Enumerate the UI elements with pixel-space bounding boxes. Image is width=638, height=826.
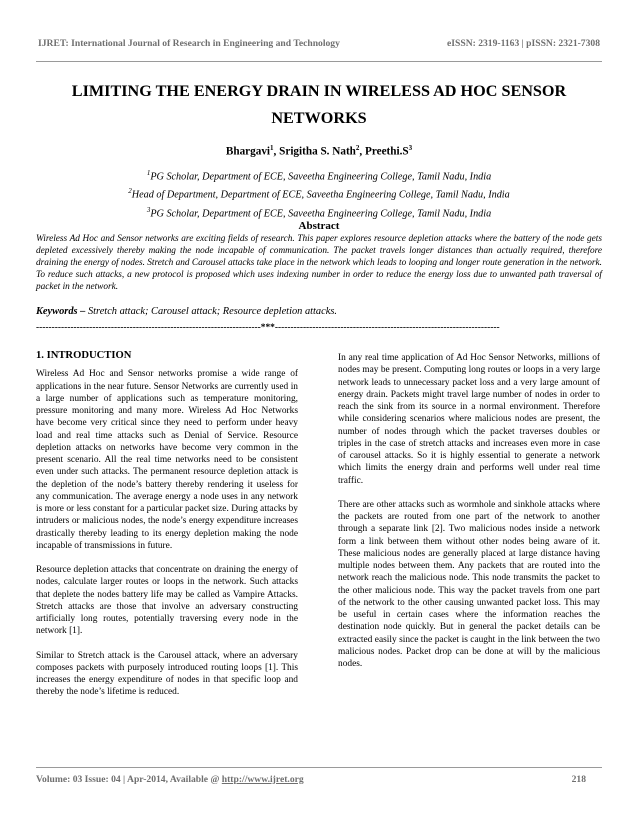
author-sep: ,: [359, 145, 365, 158]
author-name: Srigitha S. Nath: [279, 145, 356, 158]
abstract-text: Wireless Ad Hoc and Sensor networks are exciting fields of research. This paper explores resource depletion attacks where the battery of the node gets depleted excessively thereby making the node incapable of communication. The packet travels longer distances than actually required, therefore draining the energy of nodes. Stretch and Carousel attacks take place in the network which leads to looping and longer route generation in the network. To reduce such attacks, a new protocol is proposed which uses indexing number in order to reduce the energy loss due to unwanted path traversal of packet in the network.: [36, 234, 602, 292]
section-heading: 1. INTRODUCTION: [36, 350, 132, 361]
left-column: [36, 350, 298, 711]
affiliation-sup: 1: [146, 169, 151, 177]
keywords-label: Keywords –: [36, 306, 86, 317]
abstract-heading: Abstract: [298, 220, 340, 232]
author-sup: 1: [270, 144, 274, 152]
affiliation-text: PG Scholar, Department of ECE, Saveetha Engineering College, Tamil Nadu, India: [150, 171, 492, 183]
footer-issue-text: Volume: 03 Issue: 04 | Apr-2014, Available @: [36, 774, 222, 785]
paper-title: LIMITING THE ENERGY DRAIN IN WIRELESS AD HOC SENSOR NETWORKS: [71, 82, 567, 127]
section-divider: ------------------------------------------------------------------------***------------------------------------------------------------------------: [36, 323, 500, 333]
paragraph: In any real time application of Ad Hoc Sensor Networks, millions of nodes may be present. Computing long routes or loops in a very large network leads to unnecessary packet loss and a very large amount of energy drain. Packets might travel large number of nodes in order to reach the sink from its source in a normal environment. Therefore while considering scenarios where malicious nodes are present, the number of nodes through which the packet traverses doubles or triples in the case of stretch attacks and increases even more in case of carousel attacks. So it is highly essential to generate a network which limits the energy drain and performs well under real time traffic.: [338, 353, 600, 486]
affiliation-text: Head of Department, Department of ECE, Saveetha Engineering College, Tamil Nadu, India: [131, 189, 510, 201]
affiliation-line: [40, 166, 598, 184]
keywords: [36, 306, 602, 317]
footer-issue: [36, 774, 304, 785]
author-name: Bhargavi: [225, 145, 271, 158]
paragraph: Wireless Ad Hoc and Sensor networks promise a wide range of applications in the near future. Sensor Networks are currently used in a large number of applications such as temperature monitoring, pressure monitoring and many more. Wireless Ad Hoc Networks have become very critical since they need to perform under heavy load and real time attacks such as Denial of Service. Resource depletion attacks on networks have become very common in the present scenario. All the real time networks need to be consistent even under such attacks. The permanent resource depletion attack is the depletion of the node’s battery thereby rendering it useless for any communication. The average energy a node uses in any network is more or less constant for a particular packet size. During attacks by intruders or malicious nodes, the node’s energy expenditure increases drastically thereby leading to its energy depletion making the node incapable of transmissions in future.: [36, 369, 298, 551]
paragraph: Similar to Stretch attack is the Carousel attack, where an adversary composes packets with purposely introduced routing loops [1]. This increases the energy expenditure of nodes in that specific loop and thereby the node’s lifetime is reduced.: [36, 650, 298, 698]
page-number: 218: [571, 774, 586, 785]
journal-name: IJRET: International Journal of Research in Engineering and Technology: [38, 38, 340, 49]
author-list: [40, 144, 598, 158]
author-name: Preethi.S: [365, 145, 409, 158]
keywords-text: Stretch attack; Carousel attack; Resource depletion attacks.: [85, 306, 337, 317]
affiliation-text: PG Scholar, Department of ECE, Saveetha Engineering College, Tamil Nadu, India: [150, 208, 492, 220]
author-sep: ,: [273, 145, 280, 158]
author-sup: 3: [408, 144, 413, 152]
paragraph: Resource depletion attacks that concentrate on draining the energy of nodes, calculate larger routes or loops in the network. Such attacks that deplete the nodes battery life may be called as Vampire Attacks. Stretch attacks are those that involve an adversary constructing artificially long routes, potentially traversing every node in the network [1].: [36, 565, 298, 637]
footer-rule: [36, 767, 602, 768]
right-column: [338, 352, 600, 682]
affiliations: [40, 166, 598, 221]
author-sup: 2: [355, 144, 360, 152]
affiliation-line: [40, 184, 598, 202]
issn-text: eISSN: 2319-1163 | pISSN: 2321-7308: [447, 38, 600, 49]
journal-link[interactable]: http://www.ijret.org: [221, 774, 304, 785]
affiliation-line: [40, 203, 598, 221]
affiliation-sup: 3: [146, 205, 151, 214]
paragraph: There are other attacks such as wormhole and sinkhole attacks where the packets are routed from one part of the network to another through a separate link [2]. Two malicious nodes inside a network form a link between them without other nodes being aware of it. These malicious nodes are generally placed at large distance having multiple nodes between them. Any packets that are routed into the network reach the malicious node. This node transmits the packet to the other malicious node. This way the packet travels from one part of the network to the other causing unwanted packet loss. This may be useful in certain cases where the information reaches the destination node quickly. But in general the packet details can be extracted easily since the packet is caught in the link between the two malicious nodes. Packet drop can be done at will by the malicious nodes.: [338, 499, 600, 669]
header-rule: [36, 61, 602, 62]
affiliation-sup: 2: [128, 187, 132, 196]
